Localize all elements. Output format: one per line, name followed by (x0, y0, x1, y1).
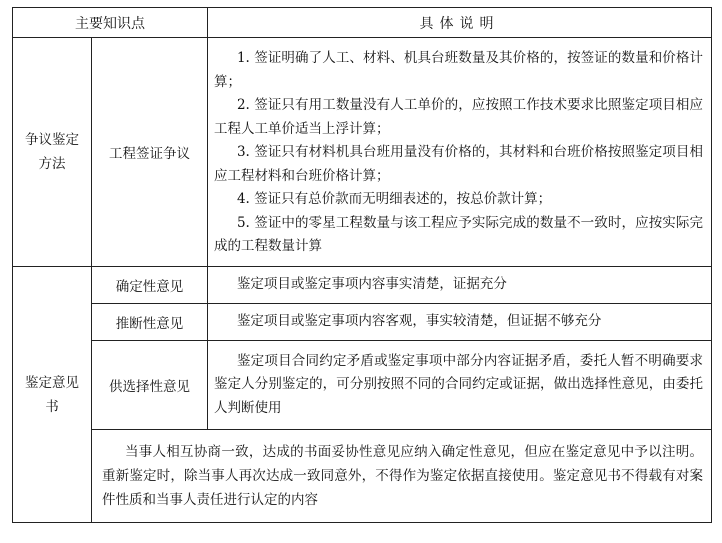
header-row (13, 8, 712, 38)
visa-item: 1. 签证明确了人工、材料、机具台班数量及其价格的，按签证的数量和价格计算； (214, 50, 703, 90)
visa-item: 4. 签证只有总价款而无明细表述的，按总价款计算； (236, 191, 552, 208)
visa-dispute-details (208, 38, 712, 267)
opinion-note-text: 当事人相互协商一致，达成的书面妥协性意见应纳入确定性意见，但应在鉴定意见中予以注明。重新鉴定时，除当事人再次达成一致同意外，不得作为鉴定依据直接使用。鉴定意见书不得载有对案件性质和当事人责任进行认定的内容 (102, 444, 703, 508)
opinion-note (92, 430, 712, 523)
category-opinion-report: 鉴定意见书 (13, 267, 92, 523)
opinion-label: 推断性意见 (92, 304, 208, 341)
visa-item: 5. 签证中的零星工程数量与该工程应予实际完成的数量不一致时，应按实际完成的工程数量计算 (214, 214, 703, 255)
opinion-row (13, 304, 712, 341)
opinion-text (208, 304, 712, 341)
subcategory-visa-dispute: 工程签证争议 (92, 38, 208, 267)
knowledge-table (12, 7, 712, 523)
opinion-row (13, 341, 712, 430)
header-key-points: 主要知识点 (13, 8, 208, 38)
opinion-text (208, 267, 712, 304)
header-details: 具体说明 (208, 8, 712, 38)
category-dispute-method: 争议鉴定方法 (13, 38, 92, 267)
visa-item: 2. 签证只有用工数量没有人工单价的，应按照工作技术要求比照鉴定项目相应工程人工单价适当上浮计算； (214, 97, 703, 137)
opinion-text-content: 鉴定项目合同约定矛盾或鉴定事项中部分内容证据矛盾，委托人暂不明确要求鉴定人分别鉴定的，可分别按照不同的合同约定或证据，做出选择性意见，由委托人判断使用 (214, 352, 703, 416)
note-row (13, 430, 712, 523)
opinion-text-content: 鉴定项目或鉴定事项内容客观，事实较清楚，但证据不够充分 (236, 313, 602, 330)
opinion-row (13, 267, 712, 304)
opinion-label: 确定性意见 (92, 267, 208, 304)
opinion-label: 供选择性意见 (92, 341, 208, 430)
visa-item: 3. 签证只有材料机具台班用量没有价格的，其材料和台班价格按照鉴定项目相应工程材料和台班价格计算； (214, 144, 703, 184)
opinion-text (208, 341, 712, 430)
section-dispute-method (13, 38, 712, 267)
opinion-text-content: 鉴定项目或鉴定事项内容事实清楚，证据充分 (236, 276, 507, 293)
